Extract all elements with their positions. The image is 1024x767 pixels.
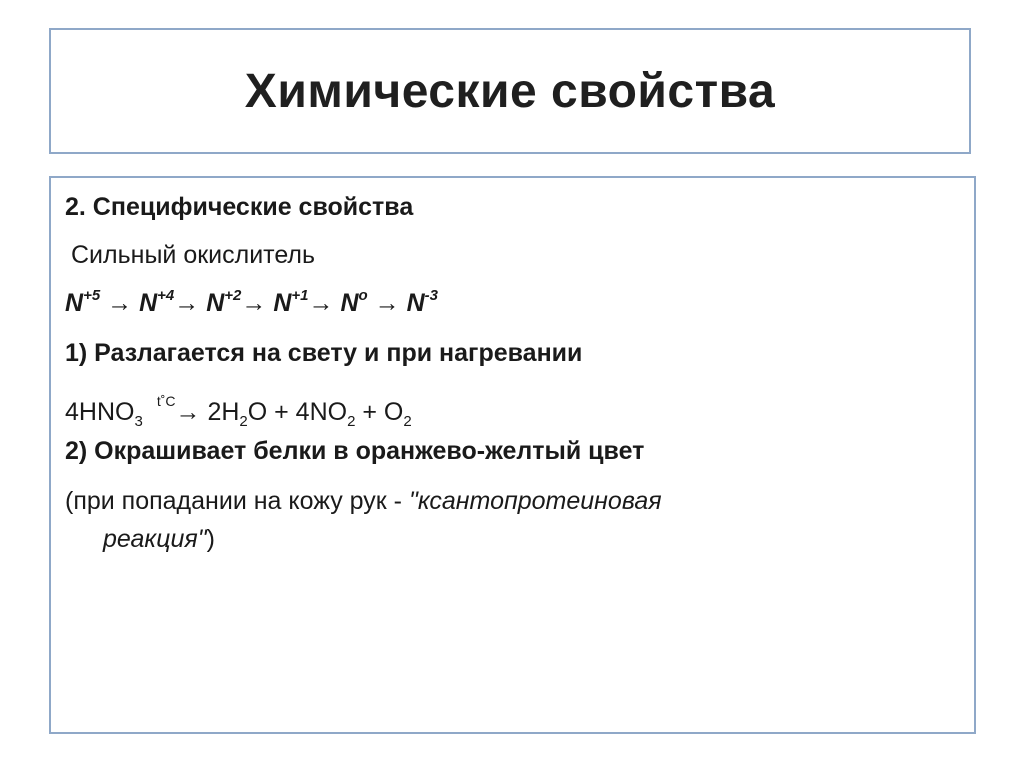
note-text: (при попадании на кожу рук - bbox=[65, 487, 409, 515]
subscript: 2 bbox=[403, 413, 412, 430]
product: O + 4NO bbox=[247, 398, 348, 426]
note-term: реакция" bbox=[103, 525, 207, 553]
chain-element: N bbox=[406, 289, 425, 317]
note-term: "ксантопротеиновая bbox=[408, 487, 662, 515]
chain-element: N bbox=[340, 289, 359, 317]
subscript: 2 bbox=[239, 413, 248, 430]
reaction-condition: t˚C bbox=[156, 393, 176, 409]
reaction-arrow: → bbox=[175, 398, 208, 426]
chain-state: o bbox=[358, 287, 368, 304]
product: + O bbox=[355, 398, 404, 426]
subscript: 2 bbox=[347, 413, 356, 430]
slide-title: Химические свойства bbox=[244, 64, 776, 118]
chain-state: +5 bbox=[83, 287, 101, 304]
reactant: 4HNO bbox=[65, 398, 135, 426]
title-box bbox=[49, 28, 971, 154]
property-2: 2) Окрашивает белки в оранжево-желтый цвет bbox=[65, 437, 645, 465]
chain-state: +1 bbox=[291, 287, 309, 304]
note-text: ) bbox=[206, 525, 215, 553]
chain-arrow: → bbox=[174, 289, 207, 317]
subscript: 3 bbox=[134, 413, 143, 430]
chain-element: N bbox=[273, 289, 292, 317]
note-line-1 bbox=[65, 486, 662, 516]
oxidation-chain bbox=[65, 288, 438, 318]
decomposition-equation bbox=[65, 386, 412, 430]
chain-state: +2 bbox=[224, 287, 242, 304]
section-heading: 2. Специфические свойства bbox=[65, 193, 414, 221]
note-line-2 bbox=[103, 524, 215, 554]
chain-element: N bbox=[206, 289, 225, 317]
section-subheading: Сильный окислитель bbox=[71, 241, 316, 269]
property-1: 1) Разлагается на свету и при нагревании bbox=[65, 339, 583, 367]
chain-state: -3 bbox=[424, 287, 438, 304]
chain-arrow: → bbox=[100, 289, 140, 317]
chain-state: +4 bbox=[157, 287, 175, 304]
chain-arrow: → bbox=[367, 289, 407, 317]
chain-arrow: → bbox=[308, 289, 341, 317]
product: 2H bbox=[207, 398, 240, 426]
chain-element: N bbox=[65, 289, 84, 317]
chain-element: N bbox=[139, 289, 158, 317]
content-box bbox=[49, 176, 976, 734]
chain-arrow: → bbox=[241, 289, 274, 317]
